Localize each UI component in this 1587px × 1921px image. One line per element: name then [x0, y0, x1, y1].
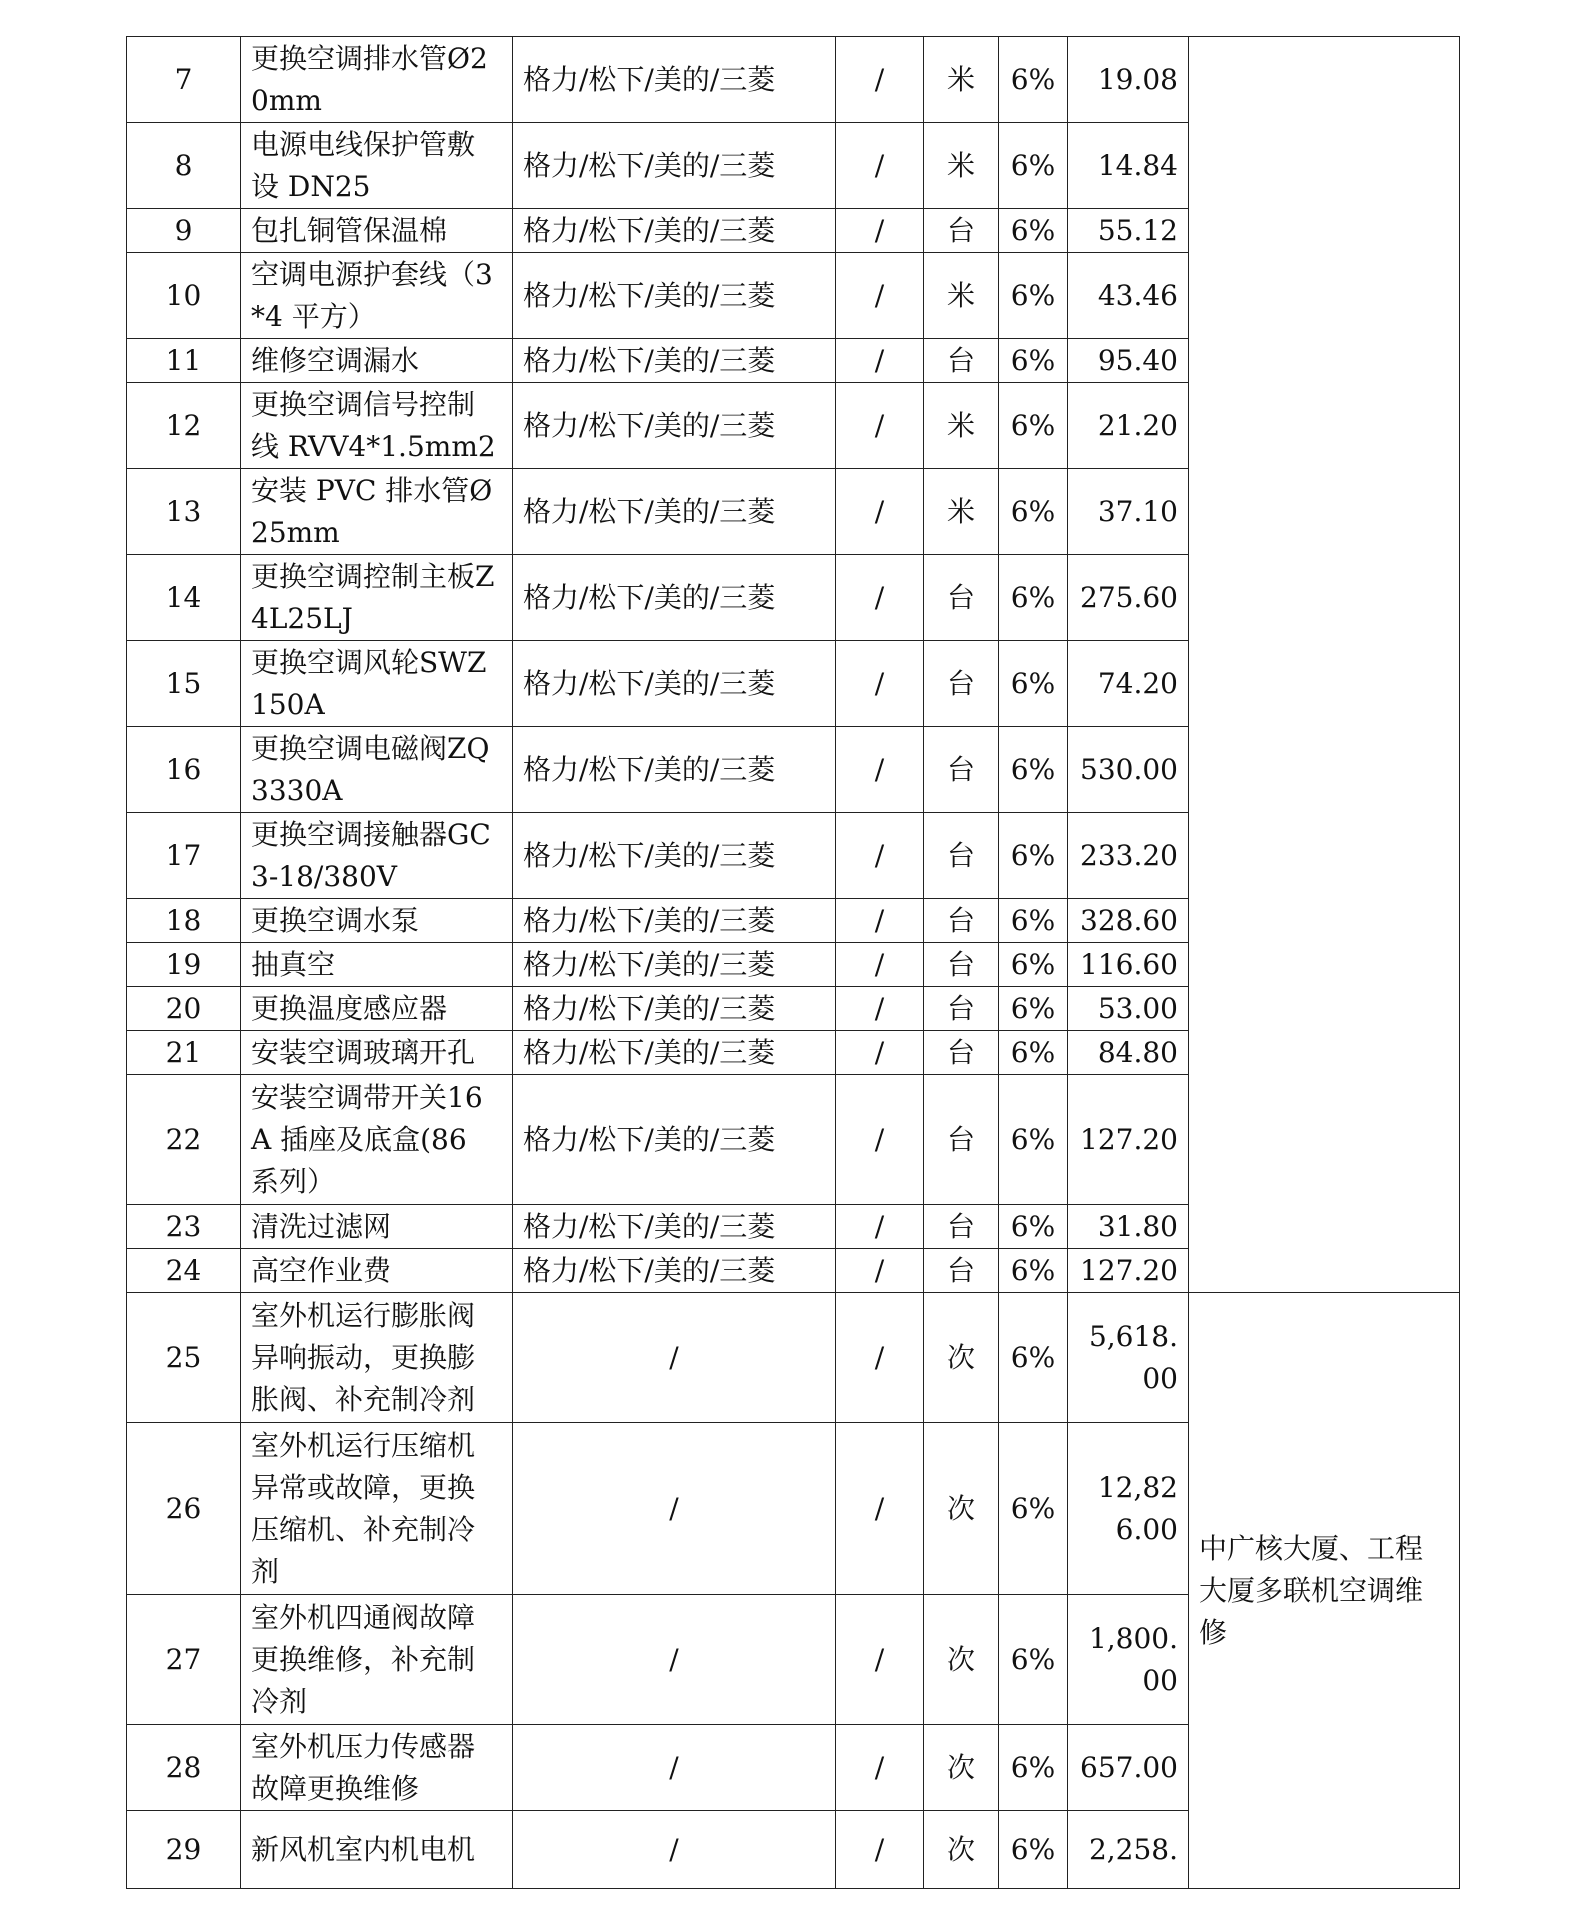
item-unit: 次	[924, 1293, 999, 1423]
item-tax-rate: 6%	[999, 1249, 1068, 1293]
row-number: 28	[127, 1725, 241, 1811]
item-unit: 台	[924, 899, 999, 943]
item-name: 清洗过滤网	[241, 1205, 513, 1249]
item-unit: 米	[924, 469, 999, 555]
item-spec: /	[836, 1031, 924, 1075]
item-brand: 格力/松下/美的/三菱	[513, 1075, 836, 1205]
item-tax-rate: 6%	[999, 1293, 1068, 1423]
item-brand: 格力/松下/美的/三菱	[513, 209, 836, 253]
row-number: 26	[127, 1423, 241, 1595]
item-price: 14.84	[1068, 123, 1189, 209]
item-tax-rate: 6%	[999, 1075, 1068, 1205]
item-name: 室外机运行膨胀阀异响振动，更换膨胀阀、补充制冷剂	[241, 1293, 513, 1423]
item-tax-rate: 6%	[999, 641, 1068, 727]
item-name: 安装空调玻璃开孔	[241, 1031, 513, 1075]
item-name: 安装空调带开关16A 插座及底盒(86 系列）	[241, 1075, 513, 1205]
row-number: 9	[127, 209, 241, 253]
item-unit: 台	[924, 209, 999, 253]
item-spec: /	[836, 253, 924, 339]
item-unit: 台	[924, 727, 999, 813]
item-brand: 格力/松下/美的/三菱	[513, 555, 836, 641]
row-number: 16	[127, 727, 241, 813]
item-tax-rate: 6%	[999, 1031, 1068, 1075]
item-unit: 米	[924, 383, 999, 469]
item-name: 新风机室内机电机	[241, 1811, 513, 1889]
item-brand: /	[513, 1293, 836, 1423]
item-spec: /	[836, 383, 924, 469]
row-number: 24	[127, 1249, 241, 1293]
item-spec: /	[836, 1293, 924, 1423]
item-tax-rate: 6%	[999, 123, 1068, 209]
item-unit: 次	[924, 1811, 999, 1889]
item-spec: /	[836, 641, 924, 727]
item-unit: 次	[924, 1423, 999, 1595]
item-price: 657.00	[1068, 1725, 1189, 1811]
item-spec: /	[836, 555, 924, 641]
item-unit: 米	[924, 37, 999, 123]
item-name: 抽真空	[241, 943, 513, 987]
item-tax-rate: 6%	[999, 987, 1068, 1031]
item-brand: 格力/松下/美的/三菱	[513, 813, 836, 899]
item-brand: 格力/松下/美的/三菱	[513, 1031, 836, 1075]
item-spec: /	[836, 1423, 924, 1595]
item-unit: 次	[924, 1725, 999, 1811]
item-tax-rate: 6%	[999, 727, 1068, 813]
item-name: 室外机压力传感器故障更换维修	[241, 1725, 513, 1811]
item-spec: /	[836, 813, 924, 899]
item-spec: /	[836, 1595, 924, 1725]
item-unit: 米	[924, 123, 999, 209]
item-brand: 格力/松下/美的/三菱	[513, 641, 836, 727]
item-spec: /	[836, 37, 924, 123]
item-tax-rate: 6%	[999, 1595, 1068, 1725]
item-spec: /	[836, 943, 924, 987]
item-brand: 格力/松下/美的/三菱	[513, 727, 836, 813]
item-name: 维修空调漏水	[241, 339, 513, 383]
item-price: 55.12	[1068, 209, 1189, 253]
item-name: 更换空调排水管Ø20mm	[241, 37, 513, 123]
table-body	[127, 37, 1460, 1889]
item-price: 74.20	[1068, 641, 1189, 727]
row-number: 23	[127, 1205, 241, 1249]
item-unit: 台	[924, 1075, 999, 1205]
item-spec: /	[836, 339, 924, 383]
item-name: 更换温度感应器	[241, 987, 513, 1031]
item-name: 室外机四通阀故障更换维修，补充制冷剂	[241, 1595, 513, 1725]
item-spec: /	[836, 987, 924, 1031]
item-brand: /	[513, 1595, 836, 1725]
row-number: 11	[127, 339, 241, 383]
item-name: 更换空调水泵	[241, 899, 513, 943]
item-name: 安装 PVC 排水管Ø25mm	[241, 469, 513, 555]
item-brand: 格力/松下/美的/三菱	[513, 1205, 836, 1249]
item-price: 21.20	[1068, 383, 1189, 469]
item-tax-rate: 6%	[999, 813, 1068, 899]
row-number: 20	[127, 987, 241, 1031]
row-number: 10	[127, 253, 241, 339]
item-price: 1,800.00	[1068, 1595, 1189, 1725]
item-spec: /	[836, 123, 924, 209]
item-price: 43.46	[1068, 253, 1189, 339]
item-spec: /	[836, 1725, 924, 1811]
item-brand: 格力/松下/美的/三菱	[513, 123, 836, 209]
item-name: 包扎铜管保温棉	[241, 209, 513, 253]
item-tax-rate: 6%	[999, 1811, 1068, 1889]
item-price: 37.10	[1068, 469, 1189, 555]
item-spec: /	[836, 1811, 924, 1889]
item-spec: /	[836, 469, 924, 555]
item-spec: /	[836, 1205, 924, 1249]
item-name: 空调电源护套线（3*4 平方）	[241, 253, 513, 339]
row-number: 27	[127, 1595, 241, 1725]
item-tax-rate: 6%	[999, 1423, 1068, 1595]
item-tax-rate: 6%	[999, 253, 1068, 339]
item-price: 84.80	[1068, 1031, 1189, 1075]
item-tax-rate: 6%	[999, 899, 1068, 943]
item-brand: /	[513, 1725, 836, 1811]
item-unit: 台	[924, 1249, 999, 1293]
item-price: 2,258.	[1068, 1811, 1189, 1889]
item-unit: 台	[924, 1205, 999, 1249]
row-number: 13	[127, 469, 241, 555]
item-tax-rate: 6%	[999, 37, 1068, 123]
item-price: 116.60	[1068, 943, 1189, 987]
item-name: 高空作业费	[241, 1249, 513, 1293]
item-unit: 台	[924, 555, 999, 641]
item-name: 电源电线保护管敷设 DN25	[241, 123, 513, 209]
item-unit: 台	[924, 641, 999, 727]
item-tax-rate: 6%	[999, 383, 1068, 469]
row-number: 14	[127, 555, 241, 641]
item-spec: /	[836, 209, 924, 253]
row-number: 18	[127, 899, 241, 943]
item-tax-rate: 6%	[999, 943, 1068, 987]
row-number: 17	[127, 813, 241, 899]
item-price: 127.20	[1068, 1249, 1189, 1293]
item-price: 5,618.00	[1068, 1293, 1189, 1423]
item-unit: 台	[924, 987, 999, 1031]
item-price: 127.20	[1068, 1075, 1189, 1205]
item-tax-rate: 6%	[999, 555, 1068, 641]
item-brand: 格力/松下/美的/三菱	[513, 383, 836, 469]
item-tax-rate: 6%	[999, 1725, 1068, 1811]
table-row	[127, 37, 1460, 123]
remark-cell-group1	[1189, 37, 1460, 1293]
item-name: 更换空调风轮SWZ150A	[241, 641, 513, 727]
item-price: 275.60	[1068, 555, 1189, 641]
item-spec: /	[836, 899, 924, 943]
item-unit: 台	[924, 813, 999, 899]
item-brand: /	[513, 1423, 836, 1595]
item-brand: /	[513, 1811, 836, 1889]
row-number: 15	[127, 641, 241, 727]
item-unit: 台	[924, 1031, 999, 1075]
item-price: 53.00	[1068, 987, 1189, 1031]
item-brand: 格力/松下/美的/三菱	[513, 339, 836, 383]
table-row	[127, 1293, 1460, 1423]
row-number: 22	[127, 1075, 241, 1205]
row-number: 19	[127, 943, 241, 987]
item-price: 19.08	[1068, 37, 1189, 123]
item-tax-rate: 6%	[999, 1205, 1068, 1249]
item-unit: 台	[924, 943, 999, 987]
item-brand: 格力/松下/美的/三菱	[513, 1249, 836, 1293]
item-name: 更换空调接触器GC3-18/380V	[241, 813, 513, 899]
item-name: 更换空调电磁阀ZQ3330A	[241, 727, 513, 813]
price-table	[126, 36, 1460, 1889]
item-price: 233.20	[1068, 813, 1189, 899]
item-brand: 格力/松下/美的/三菱	[513, 943, 836, 987]
item-tax-rate: 6%	[999, 469, 1068, 555]
row-number: 25	[127, 1293, 241, 1423]
item-brand: 格力/松下/美的/三菱	[513, 37, 836, 123]
item-price: 31.80	[1068, 1205, 1189, 1249]
item-unit: 次	[924, 1595, 999, 1725]
item-spec: /	[836, 1249, 924, 1293]
row-number: 7	[127, 37, 241, 123]
item-tax-rate: 6%	[999, 339, 1068, 383]
item-name: 更换空调信号控制线 RVV4*1.5mm2	[241, 383, 513, 469]
item-name: 更换空调控制主板Z4L25LJ	[241, 555, 513, 641]
item-name: 室外机运行压缩机异常或故障，更换压缩机、补充制冷剂	[241, 1423, 513, 1595]
remark-cell-group2: 中广核大厦、工程大厦多联机空调维修	[1189, 1293, 1460, 1889]
item-price: 530.00	[1068, 727, 1189, 813]
item-price: 95.40	[1068, 339, 1189, 383]
row-number: 29	[127, 1811, 241, 1889]
item-spec: /	[836, 727, 924, 813]
item-brand: 格力/松下/美的/三菱	[513, 253, 836, 339]
item-price: 328.60	[1068, 899, 1189, 943]
row-number: 8	[127, 123, 241, 209]
item-tax-rate: 6%	[999, 209, 1068, 253]
item-unit: 台	[924, 339, 999, 383]
item-price: 12,826.00	[1068, 1423, 1189, 1595]
item-spec: /	[836, 1075, 924, 1205]
item-brand: 格力/松下/美的/三菱	[513, 899, 836, 943]
item-unit: 米	[924, 253, 999, 339]
row-number: 21	[127, 1031, 241, 1075]
item-brand: 格力/松下/美的/三菱	[513, 469, 836, 555]
row-number: 12	[127, 383, 241, 469]
item-brand: 格力/松下/美的/三菱	[513, 987, 836, 1031]
